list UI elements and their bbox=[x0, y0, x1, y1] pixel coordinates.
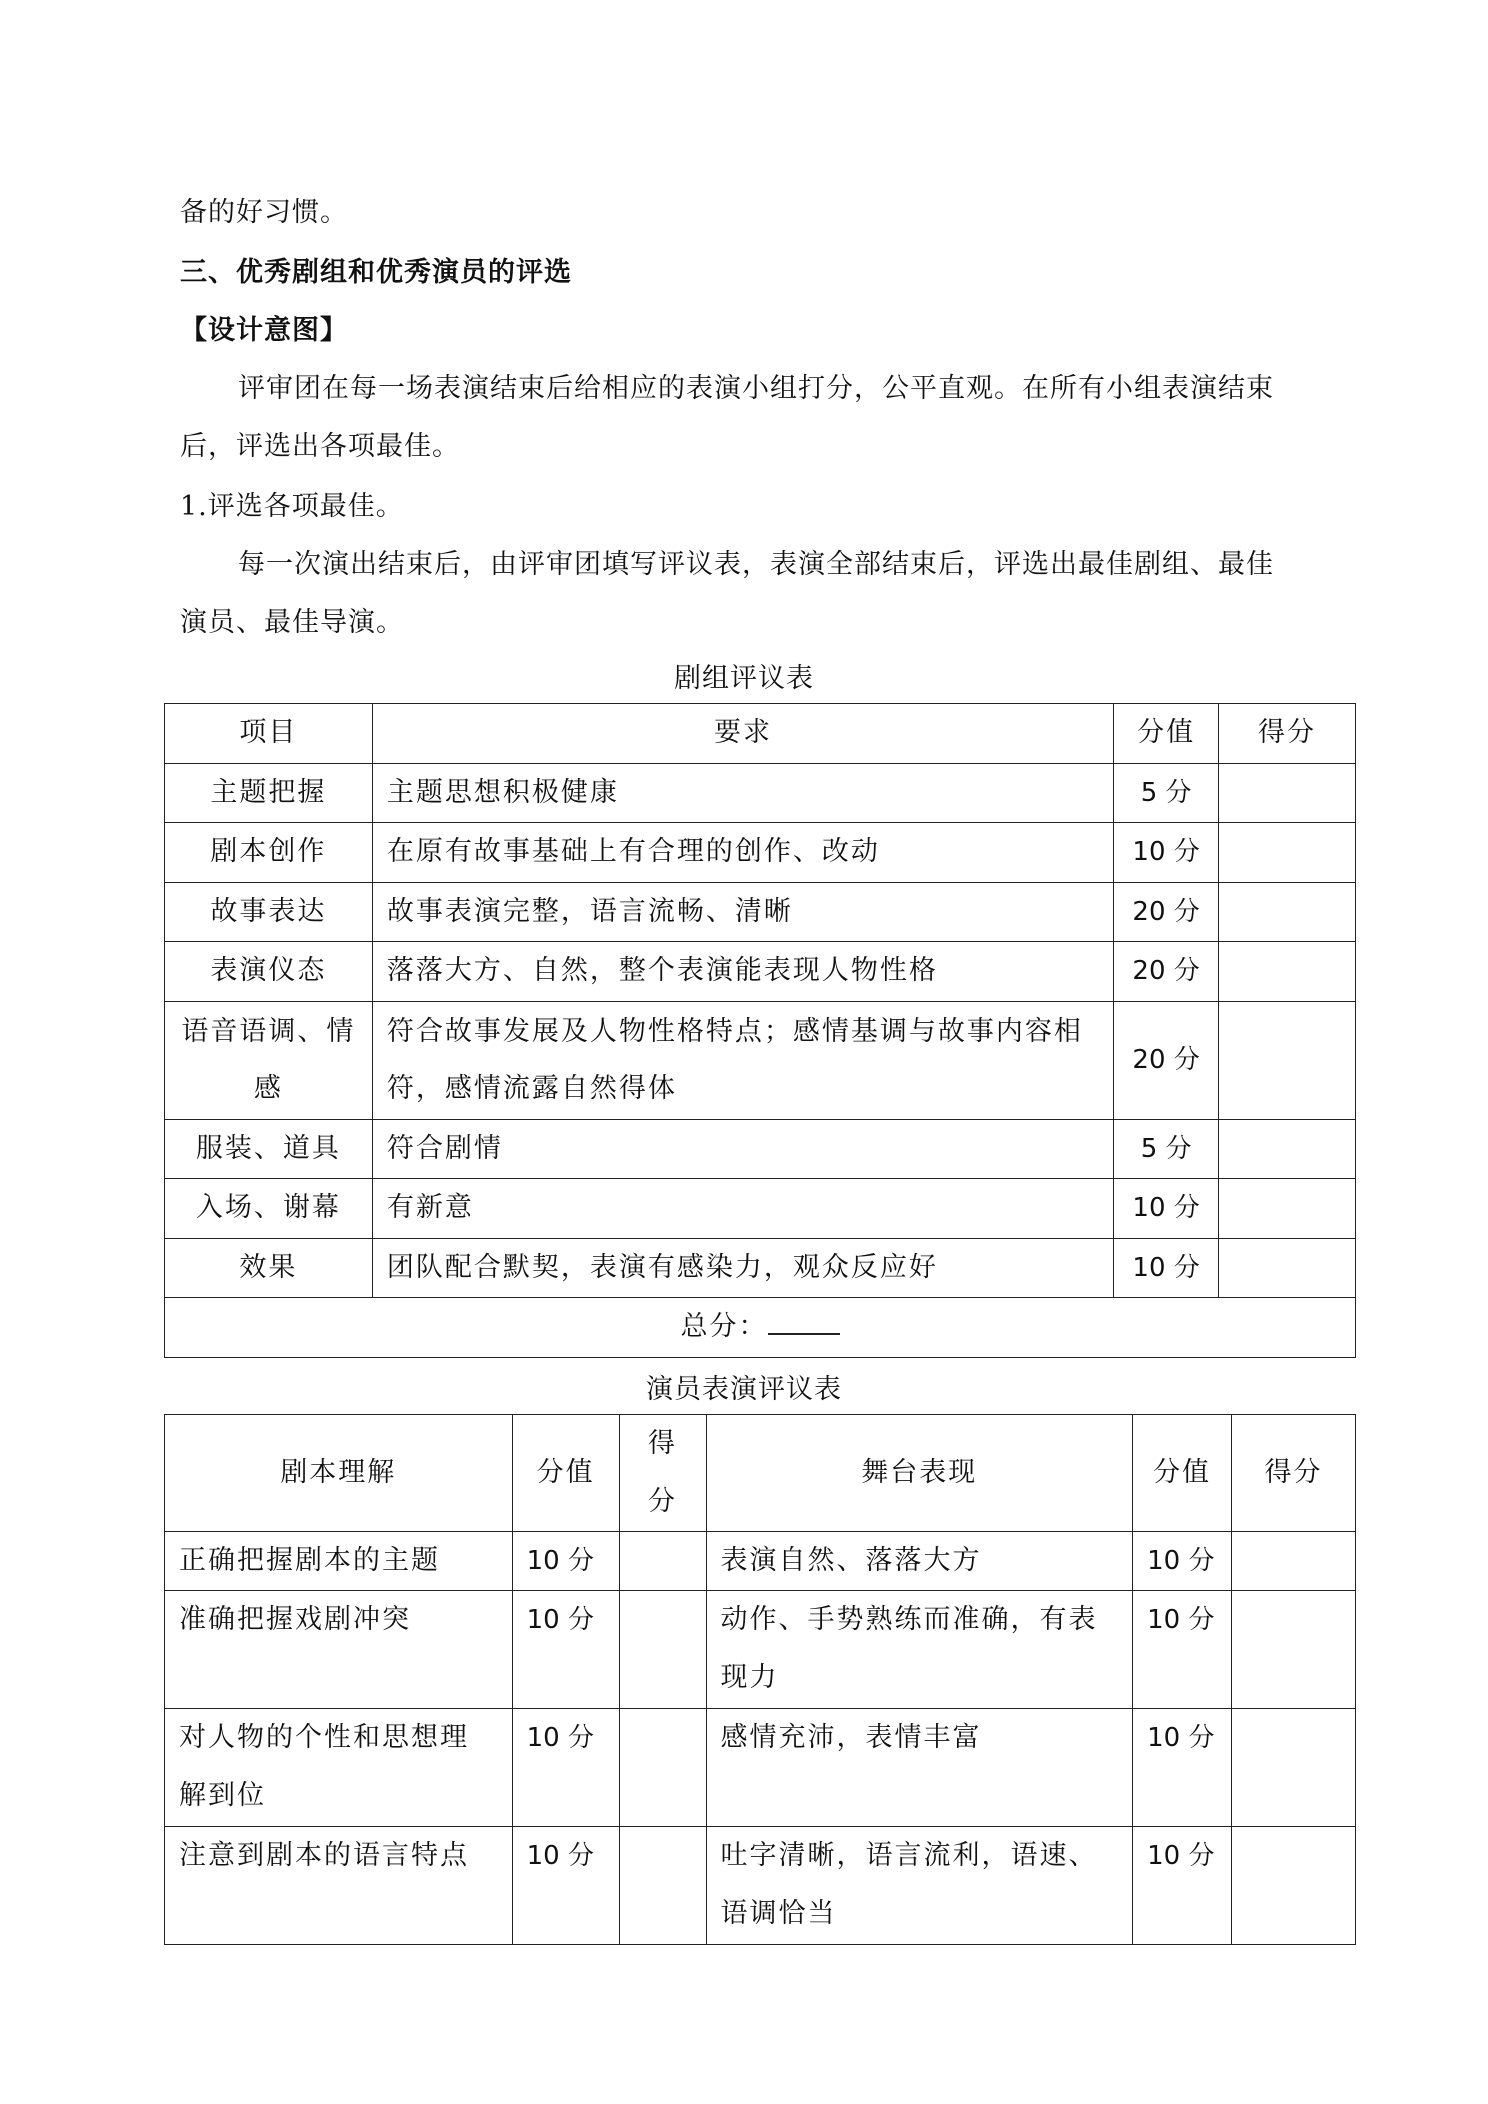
table-row bbox=[165, 942, 1356, 1002]
points-cell[interactable] bbox=[1232, 1827, 1356, 1945]
section-heading: 三、优秀剧组和优秀演员的评选 bbox=[180, 257, 572, 288]
total-row bbox=[165, 1298, 1356, 1358]
table-row bbox=[165, 1001, 1356, 1119]
table-row bbox=[165, 823, 1356, 883]
score-cell: 10 分 bbox=[1133, 1827, 1232, 1945]
points-cell[interactable] bbox=[1219, 763, 1356, 823]
requirement-cell: 故事表演完整，语言流畅、清晰 bbox=[372, 882, 1113, 942]
table-row bbox=[165, 882, 1356, 942]
list-item: 1.评选各项最佳。 bbox=[180, 491, 404, 522]
criterion-line: 吐字清晰，语言流利，语速、 bbox=[720, 1840, 1098, 1871]
score-cell: 10 分 bbox=[1133, 1591, 1232, 1709]
points-cell[interactable] bbox=[1219, 823, 1356, 883]
paragraph-line: 演员、最佳导演。 bbox=[180, 607, 404, 638]
item-line: 感 bbox=[253, 1073, 283, 1104]
criterion-line: 解到位 bbox=[179, 1780, 266, 1811]
paragraph-line: 评审团在每一场表演结束后给相应的表演小组打分，公平直观。在所有小组表演结束 bbox=[238, 373, 1274, 404]
requirement-line: 符，感情流露自然得体 bbox=[386, 1073, 677, 1104]
script-criterion-cell: 注意到剧本的语言特点 bbox=[165, 1827, 513, 1945]
points-cell[interactable] bbox=[1219, 942, 1356, 1002]
crew-evaluation-table bbox=[164, 703, 1356, 1358]
script-criterion-cell: 正确把握剧本的主题 bbox=[165, 1532, 513, 1591]
points-cell[interactable] bbox=[1232, 1591, 1356, 1709]
design-intent-label: 【设计意图】 bbox=[180, 315, 348, 346]
requirement-cell: 在原有故事基础上有合理的创作、改动 bbox=[372, 823, 1113, 883]
score-cell: 10 分 bbox=[1133, 1709, 1232, 1827]
table-row bbox=[165, 1709, 1356, 1827]
table-row bbox=[165, 763, 1356, 823]
stage-criterion-cell bbox=[706, 1827, 1133, 1945]
requirement-line: 符合故事发展及人物性格特点；感情基调与故事内容相 bbox=[386, 1016, 1083, 1047]
points-cell[interactable] bbox=[1219, 1119, 1356, 1179]
score-cell: 5 分 bbox=[1114, 1119, 1219, 1179]
header-cell: 剧本理解 bbox=[165, 1415, 513, 1532]
item-line: 语音语调、情 bbox=[181, 1016, 356, 1047]
criterion-line: 对人物的个性和思想理 bbox=[179, 1722, 469, 1753]
paragraph-line: 每一次演出结束后，由评审团填写评议表，表演全部结束后，评选出最佳剧组、最佳 bbox=[238, 549, 1274, 580]
item-cell: 剧本创作 bbox=[165, 823, 373, 883]
requirement-cell: 落落大方、自然，整个表演能表现人物性格 bbox=[372, 942, 1113, 1002]
table-header-row bbox=[165, 704, 1356, 764]
points-cell[interactable] bbox=[1219, 1238, 1356, 1298]
score-cell: 10 分 bbox=[1114, 1179, 1219, 1239]
header-cell: 得分 bbox=[1219, 704, 1356, 764]
criterion-line: 现力 bbox=[720, 1662, 779, 1693]
points-cell[interactable] bbox=[1219, 882, 1356, 942]
header-cell: 得分 bbox=[619, 1415, 706, 1532]
stage-criterion-cell: 表演自然、落落大方 bbox=[706, 1532, 1133, 1591]
table-row bbox=[165, 1827, 1356, 1945]
requirement-cell: 符合剧情 bbox=[372, 1119, 1113, 1179]
points-cell[interactable] bbox=[1219, 1001, 1356, 1119]
criterion-line: 语调恰当 bbox=[720, 1898, 837, 1929]
stage-criterion-cell bbox=[706, 1591, 1133, 1709]
table-row bbox=[165, 1119, 1356, 1179]
table-caption: 演员表演评议表 bbox=[646, 1374, 842, 1405]
script-criterion-cell bbox=[165, 1709, 513, 1827]
score-cell: 10 分 bbox=[1114, 823, 1219, 883]
paragraph-continuation: 备的好习惯。 bbox=[180, 197, 348, 228]
table-row bbox=[165, 1238, 1356, 1298]
score-cell: 10 分 bbox=[512, 1591, 619, 1709]
total-label: 总分： bbox=[680, 1311, 768, 1343]
actor-evaluation-table bbox=[164, 1414, 1356, 1945]
item-cell: 效果 bbox=[165, 1238, 373, 1298]
table-row bbox=[165, 1532, 1356, 1591]
score-cell: 5 分 bbox=[1114, 763, 1219, 823]
item-cell: 入场、谢幕 bbox=[165, 1179, 373, 1239]
score-cell: 20 分 bbox=[1114, 942, 1219, 1002]
score-cell: 20 分 bbox=[1114, 882, 1219, 942]
score-cell: 10 分 bbox=[1114, 1238, 1219, 1298]
item-cell: 表演仪态 bbox=[165, 942, 373, 1002]
header-cell: 项目 bbox=[165, 704, 373, 764]
header-cell: 分值 bbox=[512, 1415, 619, 1532]
item-cell: 故事表达 bbox=[165, 882, 373, 942]
score-cell: 10 分 bbox=[512, 1827, 619, 1945]
requirement-cell: 有新意 bbox=[372, 1179, 1113, 1239]
header-cell: 分值 bbox=[1114, 704, 1219, 764]
stage-criterion-cell: 感情充沛，表情丰富 bbox=[706, 1709, 1133, 1827]
header-cell: 得分 bbox=[1232, 1415, 1356, 1532]
score-cell: 10 分 bbox=[512, 1532, 619, 1591]
total-cell bbox=[165, 1298, 1356, 1358]
header-cell: 分值 bbox=[1133, 1415, 1232, 1532]
points-cell[interactable] bbox=[619, 1591, 706, 1709]
requirement-cell: 主题思想积极健康 bbox=[372, 763, 1113, 823]
paragraph-line: 后，评选出各项最佳。 bbox=[180, 431, 460, 462]
item-cell bbox=[165, 1001, 373, 1119]
points-cell[interactable] bbox=[619, 1827, 706, 1945]
score-cell: 10 分 bbox=[1133, 1532, 1232, 1591]
header-cell: 舞台表现 bbox=[706, 1415, 1133, 1532]
points-cell[interactable] bbox=[1232, 1532, 1356, 1591]
table-row bbox=[165, 1179, 1356, 1239]
requirement-cell bbox=[372, 1001, 1113, 1119]
points-cell[interactable] bbox=[619, 1532, 706, 1591]
header-cell: 要求 bbox=[372, 704, 1113, 764]
table-row bbox=[165, 1591, 1356, 1709]
item-cell: 主题把握 bbox=[165, 763, 373, 823]
table-caption: 剧组评议表 bbox=[674, 663, 814, 694]
total-blank[interactable] bbox=[768, 1309, 840, 1335]
points-cell[interactable] bbox=[1219, 1179, 1356, 1239]
points-cell[interactable] bbox=[1232, 1709, 1356, 1827]
requirement-cell: 团队配合默契，表演有感染力，观众反应好 bbox=[372, 1238, 1113, 1298]
criterion-line: 动作、手势熟练而准确，有表 bbox=[720, 1604, 1098, 1635]
score-cell: 20 分 bbox=[1114, 1001, 1219, 1119]
item-cell: 服装、道具 bbox=[165, 1119, 373, 1179]
score-cell: 10 分 bbox=[512, 1709, 619, 1827]
script-criterion-cell: 准确把握戏剧冲突 bbox=[165, 1591, 513, 1709]
table-header-row bbox=[165, 1415, 1356, 1532]
points-cell[interactable] bbox=[619, 1709, 706, 1827]
